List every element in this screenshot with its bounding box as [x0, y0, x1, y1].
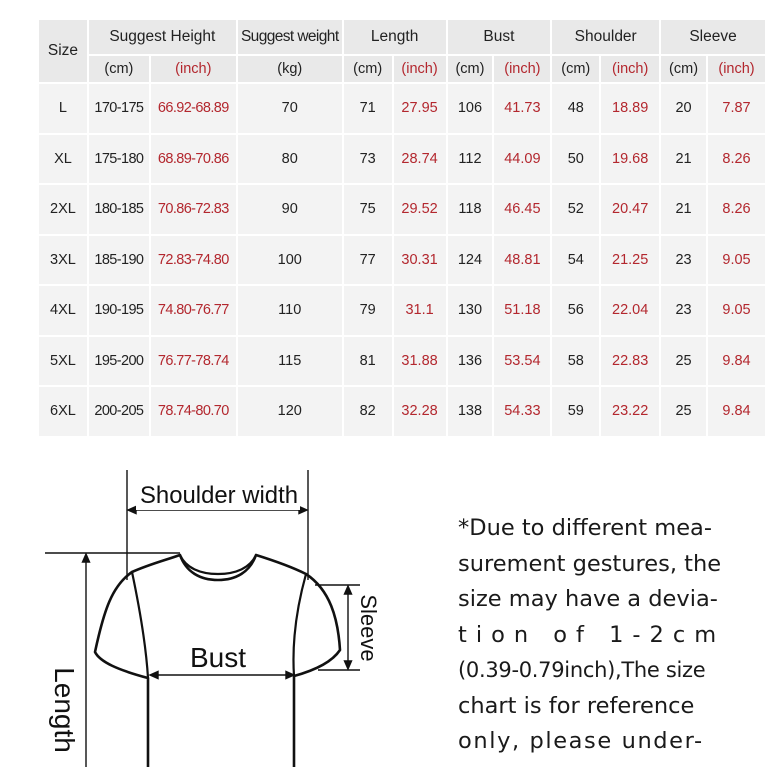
inch-value-cell: 8.26 — [708, 135, 765, 184]
inch-value-cell: 48.81 — [494, 236, 550, 285]
value-cell: 54 — [552, 236, 599, 285]
value-cell: 75 — [344, 185, 392, 234]
value-cell: 81 — [344, 337, 392, 386]
weight-header: Suggest weight — [238, 20, 342, 54]
value-cell: 20 — [661, 84, 706, 133]
value-cell: 80 — [238, 135, 342, 184]
inch-value-cell: 31.1 — [394, 286, 446, 335]
inch-value-cell: 31.88 — [394, 337, 446, 386]
height-header: Suggest Height — [89, 20, 236, 54]
value-cell: 195-200 — [89, 337, 149, 386]
unit-header: (cm) — [552, 56, 599, 82]
value-cell: 136 — [448, 337, 493, 386]
note-line: chart is for reference — [458, 692, 695, 719]
unit-header: (cm) — [661, 56, 706, 82]
table-row — [39, 286, 765, 335]
value-cell: 73 — [344, 135, 392, 184]
size-cell: 3XL — [39, 236, 87, 285]
inch-value-cell: 8.26 — [708, 185, 765, 234]
inch-value-cell: 44.09 — [494, 135, 550, 184]
value-cell: 71 — [344, 84, 392, 133]
value-cell: 100 — [238, 236, 342, 285]
inch-value-cell: 30.31 — [394, 236, 446, 285]
inch-value-cell: 19.68 — [601, 135, 659, 184]
bust-label: Bust — [189, 642, 247, 673]
inch-value-cell: 21.25 — [601, 236, 659, 285]
shoulder-width-label: Shoulder width — [140, 482, 298, 509]
table-row — [39, 236, 765, 285]
value-cell: 25 — [661, 337, 706, 386]
inch-value-cell: 53.54 — [494, 337, 550, 386]
value-cell: 138 — [448, 387, 493, 436]
inch-value-cell: 27.95 — [394, 84, 446, 133]
inch-value-cell: 72.83-74.80 — [151, 236, 236, 285]
tshirt-measurement-diagram — [0, 440, 430, 767]
inch-value-cell: 9.05 — [708, 236, 765, 285]
table-row — [39, 185, 765, 234]
note-line: (0.39-0.79inch),The size — [458, 658, 706, 682]
value-cell: 70 — [238, 84, 342, 133]
value-cell: 23 — [661, 286, 706, 335]
inch-value-cell: 41.73 — [494, 84, 550, 133]
value-cell: 112 — [448, 135, 493, 184]
sleeve-header: Sleeve — [661, 20, 765, 54]
inch-value-cell: 9.05 — [708, 286, 765, 335]
inch-value-cell: 54.33 — [494, 387, 550, 436]
sleeve-label: Sleeve — [356, 594, 381, 662]
value-cell: 21 — [661, 185, 706, 234]
value-cell: 180-185 — [89, 185, 149, 234]
inch-value-cell: 68.89-70.86 — [151, 135, 236, 184]
inch-value-cell: 18.89 — [601, 84, 659, 133]
size-cell: L — [39, 84, 87, 133]
value-cell: 106 — [448, 84, 493, 133]
unit-header: (cm) — [448, 56, 493, 82]
value-cell: 120 — [238, 387, 342, 436]
unit-header: (cm) — [89, 56, 149, 82]
value-cell: 170-175 — [89, 84, 149, 133]
value-cell: 90 — [238, 185, 342, 234]
inch-value-cell: 28.74 — [394, 135, 446, 184]
inch-value-cell: 66.92-68.89 — [151, 84, 236, 133]
value-cell: 124 — [448, 236, 493, 285]
inch-value-cell: 7.87 — [708, 84, 765, 133]
inch-value-cell: 51.18 — [494, 286, 550, 335]
shoulder-header: Shoulder — [552, 20, 659, 54]
table-row — [39, 135, 765, 184]
note-line: surement gestures, the — [458, 550, 722, 577]
inch-value-cell: 22.04 — [601, 286, 659, 335]
value-cell: 110 — [238, 286, 342, 335]
inch-value-cell: 74.80-76.77 — [151, 286, 236, 335]
value-cell: 200-205 — [89, 387, 149, 436]
inch-value-cell: 70.86-72.83 — [151, 185, 236, 234]
unit-header: (cm) — [344, 56, 392, 82]
length-label: Length — [49, 667, 80, 753]
measurement-note — [458, 511, 748, 760]
unit-header: (inch) — [601, 56, 659, 82]
value-cell: 118 — [448, 185, 493, 234]
value-cell: 52 — [552, 185, 599, 234]
value-cell: 185-190 — [89, 236, 149, 285]
size-cell: XL — [39, 135, 87, 184]
value-cell: 77 — [344, 236, 392, 285]
value-cell: 175-180 — [89, 135, 149, 184]
inch-value-cell: 9.84 — [708, 387, 765, 436]
value-cell: 21 — [661, 135, 706, 184]
bust-header: Bust — [448, 20, 551, 54]
unit-header: (kg) — [238, 56, 342, 82]
value-cell: 25 — [661, 387, 706, 436]
value-cell: 115 — [238, 337, 342, 386]
value-cell: 130 — [448, 286, 493, 335]
value-cell: 82 — [344, 387, 392, 436]
inch-value-cell: 32.28 — [394, 387, 446, 436]
value-cell: 59 — [552, 387, 599, 436]
note-line: tion of 1-2cm — [458, 621, 726, 648]
value-cell: 50 — [552, 135, 599, 184]
table-row — [39, 387, 765, 436]
value-cell: 58 — [552, 337, 599, 386]
unit-header: (inch) — [708, 56, 765, 82]
note-line: *Due to different mea- — [458, 515, 712, 541]
unit-header: (inch) — [494, 56, 550, 82]
unit-header: (inch) — [151, 56, 236, 82]
table-row — [39, 84, 765, 133]
note-line: size may have a devia- — [458, 586, 718, 612]
size-chart-table — [37, 18, 767, 438]
table-row — [39, 337, 765, 386]
size-cell: 2XL — [39, 185, 87, 234]
size-cell: 4XL — [39, 286, 87, 335]
value-cell: 79 — [344, 286, 392, 335]
inch-value-cell: 20.47 — [601, 185, 659, 234]
value-cell: 190-195 — [89, 286, 149, 335]
size-cell: 6XL — [39, 387, 87, 436]
value-cell: 48 — [552, 84, 599, 133]
inch-value-cell: 46.45 — [494, 185, 550, 234]
inch-value-cell: 9.84 — [708, 337, 765, 386]
inch-value-cell: 78.74-80.70 — [151, 387, 236, 436]
inch-value-cell: 76.77-78.74 — [151, 337, 236, 386]
inch-value-cell: 23.22 — [601, 387, 659, 436]
value-cell: 23 — [661, 236, 706, 285]
inch-value-cell: 29.52 — [394, 185, 446, 234]
size-header: Size — [39, 20, 87, 82]
inch-value-cell: 22.83 — [601, 337, 659, 386]
value-cell: 56 — [552, 286, 599, 335]
size-cell: 5XL — [39, 337, 87, 386]
note-line: only, please under- — [458, 728, 704, 754]
length-header: Length — [344, 20, 446, 54]
unit-header: (inch) — [394, 56, 446, 82]
